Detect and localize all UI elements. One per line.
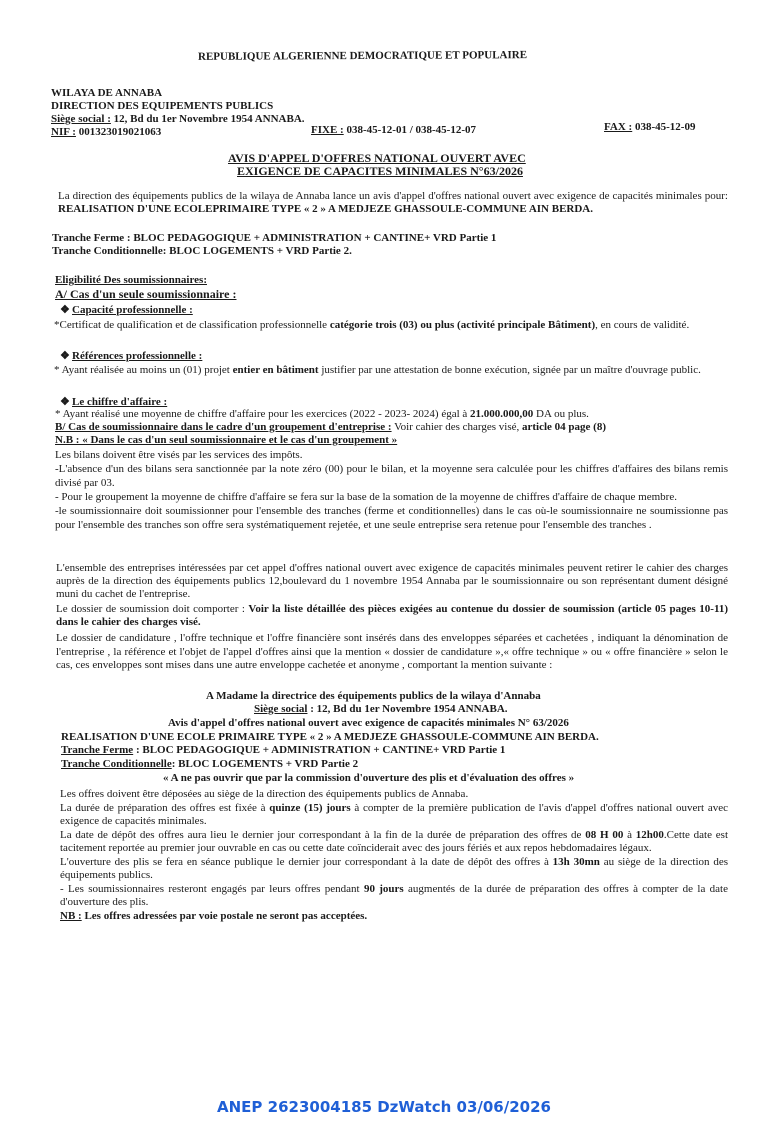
closing-p2b: quinze (15) jours <box>269 801 351 814</box>
diamond-bullet-icon: ❖ <box>60 350 70 362</box>
wilaya-line: WILAYA DE ANNABA <box>51 87 163 99</box>
capacity-category: catégorie trois (03) ou plus (activité principale Bâtiment) <box>329 319 596 331</box>
references-text <box>54 363 728 377</box>
case-b-heading: B/ Cas de soumissionnaire dans le cadre d'un groupement d'entreprise : <box>55 421 392 433</box>
address-siege-value: : 12, Bd du 1er Novembre 1954 ANNABA. <box>307 703 508 715</box>
references-text-1: * Ayant réalisée au moins un (01) projet <box>54 364 233 376</box>
nif-label: NIF : <box>51 126 76 138</box>
closing-p4b: 13h 30mn <box>552 855 600 868</box>
address-line-1: A Madame la directrice des équipements publics de la wilaya d'Annaba <box>206 690 541 702</box>
closing-p3e: .Cette date est tacitement reportée au premier jour ouvrable en cas ou cette date coïnciderait avec des jours fériés et aux repos hebdomadaires légaux. <box>60 828 728 854</box>
turnover-heading: Le chiffre d'affaire : <box>72 396 168 408</box>
fax-value: 038-45-12-09 <box>632 121 696 133</box>
closing-p2c: à compter de la première publication de l'avis d'appel d'offres national ouvert avec exigence de capacités minimales. <box>60 801 728 827</box>
nif-line <box>51 126 161 139</box>
retrait-paragraph: L'ensemble des entreprises intéressées par cet appel d'offres national ouvert avec exigence de capacités minimales peuvent retirer le cahier des charges auprès de la direction des équipements publics 12,boulevard du 1 novembre 1954 Annaba par le soumissionnaire ou son représentant dument désigné muni du cachet de l'entreprise. <box>56 562 728 600</box>
address-line-3: Avis d'appel d'offres national ouvert avec exigence de capacités minimales N° 63/2026 <box>168 717 569 729</box>
case-b-line <box>55 421 606 434</box>
closing-p5b: 90 jours <box>363 882 404 895</box>
siege-line <box>51 113 305 126</box>
case-b-text: Voir cahier des charges visé, <box>391 421 522 433</box>
capacity-text <box>54 317 728 333</box>
closing-p3c: à <box>623 828 636 841</box>
turnover-text-2: DA ou plus. <box>533 408 589 420</box>
turnover-text-1: * Ayant réalisé une moyenne de chiffre d'affaire pour les exercices (2022 - 2023- 2024) égal à <box>55 408 471 420</box>
dossier-text: Le dossier de soumission doit comporter : <box>56 603 249 615</box>
notes-block <box>55 448 728 532</box>
closing-p3b: 08 H 00 <box>585 828 624 841</box>
references-bold: entier en bâtiment <box>232 364 319 376</box>
case-a-heading: A/ Cas d'un seule soumissionnaire : <box>55 287 237 301</box>
references-text-2: justifier par une attestation de bonne exécution, signée par un maître d'ouvrage public. <box>318 364 701 376</box>
dossier-paragraph <box>56 603 728 629</box>
siege-value: 12, Bd du 1er Novembre 1954 ANNABA. <box>110 113 305 125</box>
direction-line: DIRECTION DES EQUIPEMENTS PUBLICS <box>51 100 274 112</box>
closing-p5a: - Les soumissionnaires resteront engagés par leurs offres pendant <box>60 882 364 895</box>
capacity-heading: Capacité professionnelle : <box>72 304 193 316</box>
fax-label: FAX : <box>604 121 633 133</box>
diamond-bullet-icon: ❖ <box>60 396 70 408</box>
diamond-bullet-icon: ❖ <box>60 304 70 316</box>
capacity-text-2: , en cours de validité. <box>595 319 690 331</box>
note-item: -L'absence d'un des bilans sera sanctionnée par la note zéro (00) pour le bilan, et la moyenne sera calculée pour les chiffres d'affaires des bilans remis divisé par 03. <box>55 463 728 489</box>
anep-footer: ANEP 2623004185 DzWatch 03/06/2026 <box>217 1098 551 1116</box>
closing-nb-text: Les offres adressées par voie postale ne seront pas acceptées. <box>81 909 368 922</box>
closing-p5c: augmentés de la durée de préparation des offres à compter de la date d'ouverture des plis. <box>60 882 728 908</box>
fixe-line <box>311 124 476 137</box>
closing-nb-label: NB : <box>60 909 82 922</box>
title-line-2: EXIGENCE DE CAPACITES MINIMALES N°63/2026 <box>237 164 523 178</box>
tranche-conditionnelle: Tranche Conditionnelle: BLOC LOGEMENTS + VRD Partie 2. <box>52 245 352 257</box>
note-item: -le soumissionnaire doit soumissionner pour l'ensemble des tranches (ferme et conditionnelles) dans le cas où-le soumissionnaire ne soumissionne pas pour l'ensemble des tranches son offre sera systématiquement rejetée, et une seule entreprise sera retenue pour l'ensemble des tranches . <box>55 505 728 531</box>
capacity-heading-line <box>60 304 193 317</box>
turnover-amount: 21.000.000,00 <box>470 408 534 420</box>
address-line-2 <box>254 703 508 716</box>
republic-heading: REPUBLIQUE ALGERIENNE DEMOCRATIQUE ET POPULAIRE <box>197 49 528 63</box>
fax-line <box>604 121 695 134</box>
tranche-ferme: Tranche Ferme : BLOC PEDAGOGIQUE + ADMINISTRATION + CANTINE+ VRD Partie 1 <box>52 232 497 244</box>
closing-p2a: La durée de préparation des offres est fixée à <box>60 801 270 814</box>
closing-p2 <box>60 802 728 829</box>
tranche-cond-label: Tranche Conditionnelle <box>61 758 172 770</box>
note-item: Les bilans doivent être visés par les services des impôts. <box>55 449 303 461</box>
fixe-value: 038-45-12-01 / 038-45-12-07 <box>343 124 476 136</box>
tranche-cond-value: : BLOC LOGEMENTS + VRD Partie 2 <box>171 758 359 770</box>
closing-block <box>60 788 728 923</box>
address-line-7: « A ne pas ouvrir que par la commission d'ouverture des plis et d'évaluation des offres » <box>163 772 575 784</box>
closing-p3a: La date de dépôt des offres aura lieu le dernier jour correspondant à la fin de la durée de préparation des offres de <box>60 828 586 841</box>
intro-project: REALISATION D'UNE ECOLEPRIMAIRE TYPE « 2 » A MEDJEZE GHASSOULE-COMMUNE AIN BERDA. <box>58 203 593 215</box>
note-item: - Pour le groupement la moyenne de chiffre d'affaire se fera sur la base de la somation de la moyenne de chiffres d'affaire de chaque membre. <box>55 491 677 503</box>
siege-label: Siège social : <box>51 113 111 125</box>
closing-p3d: 12h00 <box>635 828 664 841</box>
address-line-5 <box>61 744 505 757</box>
references-heading-line <box>60 350 202 363</box>
enveloppe-paragraph: Le dossier de candidature , l'offre technique et l'offre financière sont insérés dans des enveloppes séparées et cachetées , indiquant la dénomination de l'entreprise , la référence et l'objet de l'appel d'offres ainsi que la mention « dossier de candidature »,« offre technique » ou « offre financière » selon le cas, ces enveloppes sont mises dans une autre enveloppe cachetée et anonyme , comportant la mention suivante : <box>56 632 728 671</box>
closing-p4c: au siège de la direction des équipements publics. <box>60 855 729 881</box>
eligibility-heading: Eligibilité Des soumissionnaires: <box>55 274 207 286</box>
address-line-4: REALISATION D'UNE ECOLE PRIMAIRE TYPE « 2 » A MEDJEZE GHASSOULE-COMMUNE AIN BERDA. <box>61 731 599 743</box>
nif-value: 001323019021063 <box>75 126 162 138</box>
address-line-6 <box>61 758 358 771</box>
address-siege-label: Siège social <box>254 703 308 715</box>
closing-p4a: L'ouverture des plis se fera en séance publique le dernier jour correspondant à la date de dépôt des offres à <box>60 855 553 868</box>
closing-p3 <box>60 829 728 856</box>
case-b-article: article 04 page (8) <box>522 421 606 433</box>
intro-text: La direction des équipements publics de la wilaya de Annaba lance un avis d'appel d'offres national ouvert avec exigence de capacités minimales pour: <box>58 190 728 202</box>
turnover-text <box>55 408 589 421</box>
references-heading: Références professionnelle : <box>72 350 203 362</box>
closing-p5 <box>60 883 728 910</box>
intro-paragraph <box>58 190 728 216</box>
closing-p4 <box>60 856 728 883</box>
closing-nb <box>60 910 728 924</box>
fixe-label: FIXE : <box>311 124 344 136</box>
tranche-ferme-value: : BLOC PEDAGOGIQUE + ADMINISTRATION + CANTINE+ VRD Partie 1 <box>133 744 506 756</box>
capacity-text-1: *Certificat de qualification et de classification professionnelle <box>54 319 330 331</box>
dossier-bold: Voir la liste détaillée des pièces exigées au contenue du dossier de soumission (article 05 pages 10-11) dans le cahier des charges visé. <box>56 603 728 628</box>
nb-heading: N.B : « Dans le cas d'un seul soumissionnaire et le cas d'un groupement » <box>55 434 398 446</box>
tranche-ferme-label: Tranche Ferme <box>61 744 134 756</box>
closing-p1: Les offres doivent être déposées au siège de la direction des équipements publics de Annaba. <box>60 788 469 800</box>
title-line-1: AVIS D'APPEL D'OFFRES NATIONAL OUVERT AVEC <box>228 151 526 165</box>
